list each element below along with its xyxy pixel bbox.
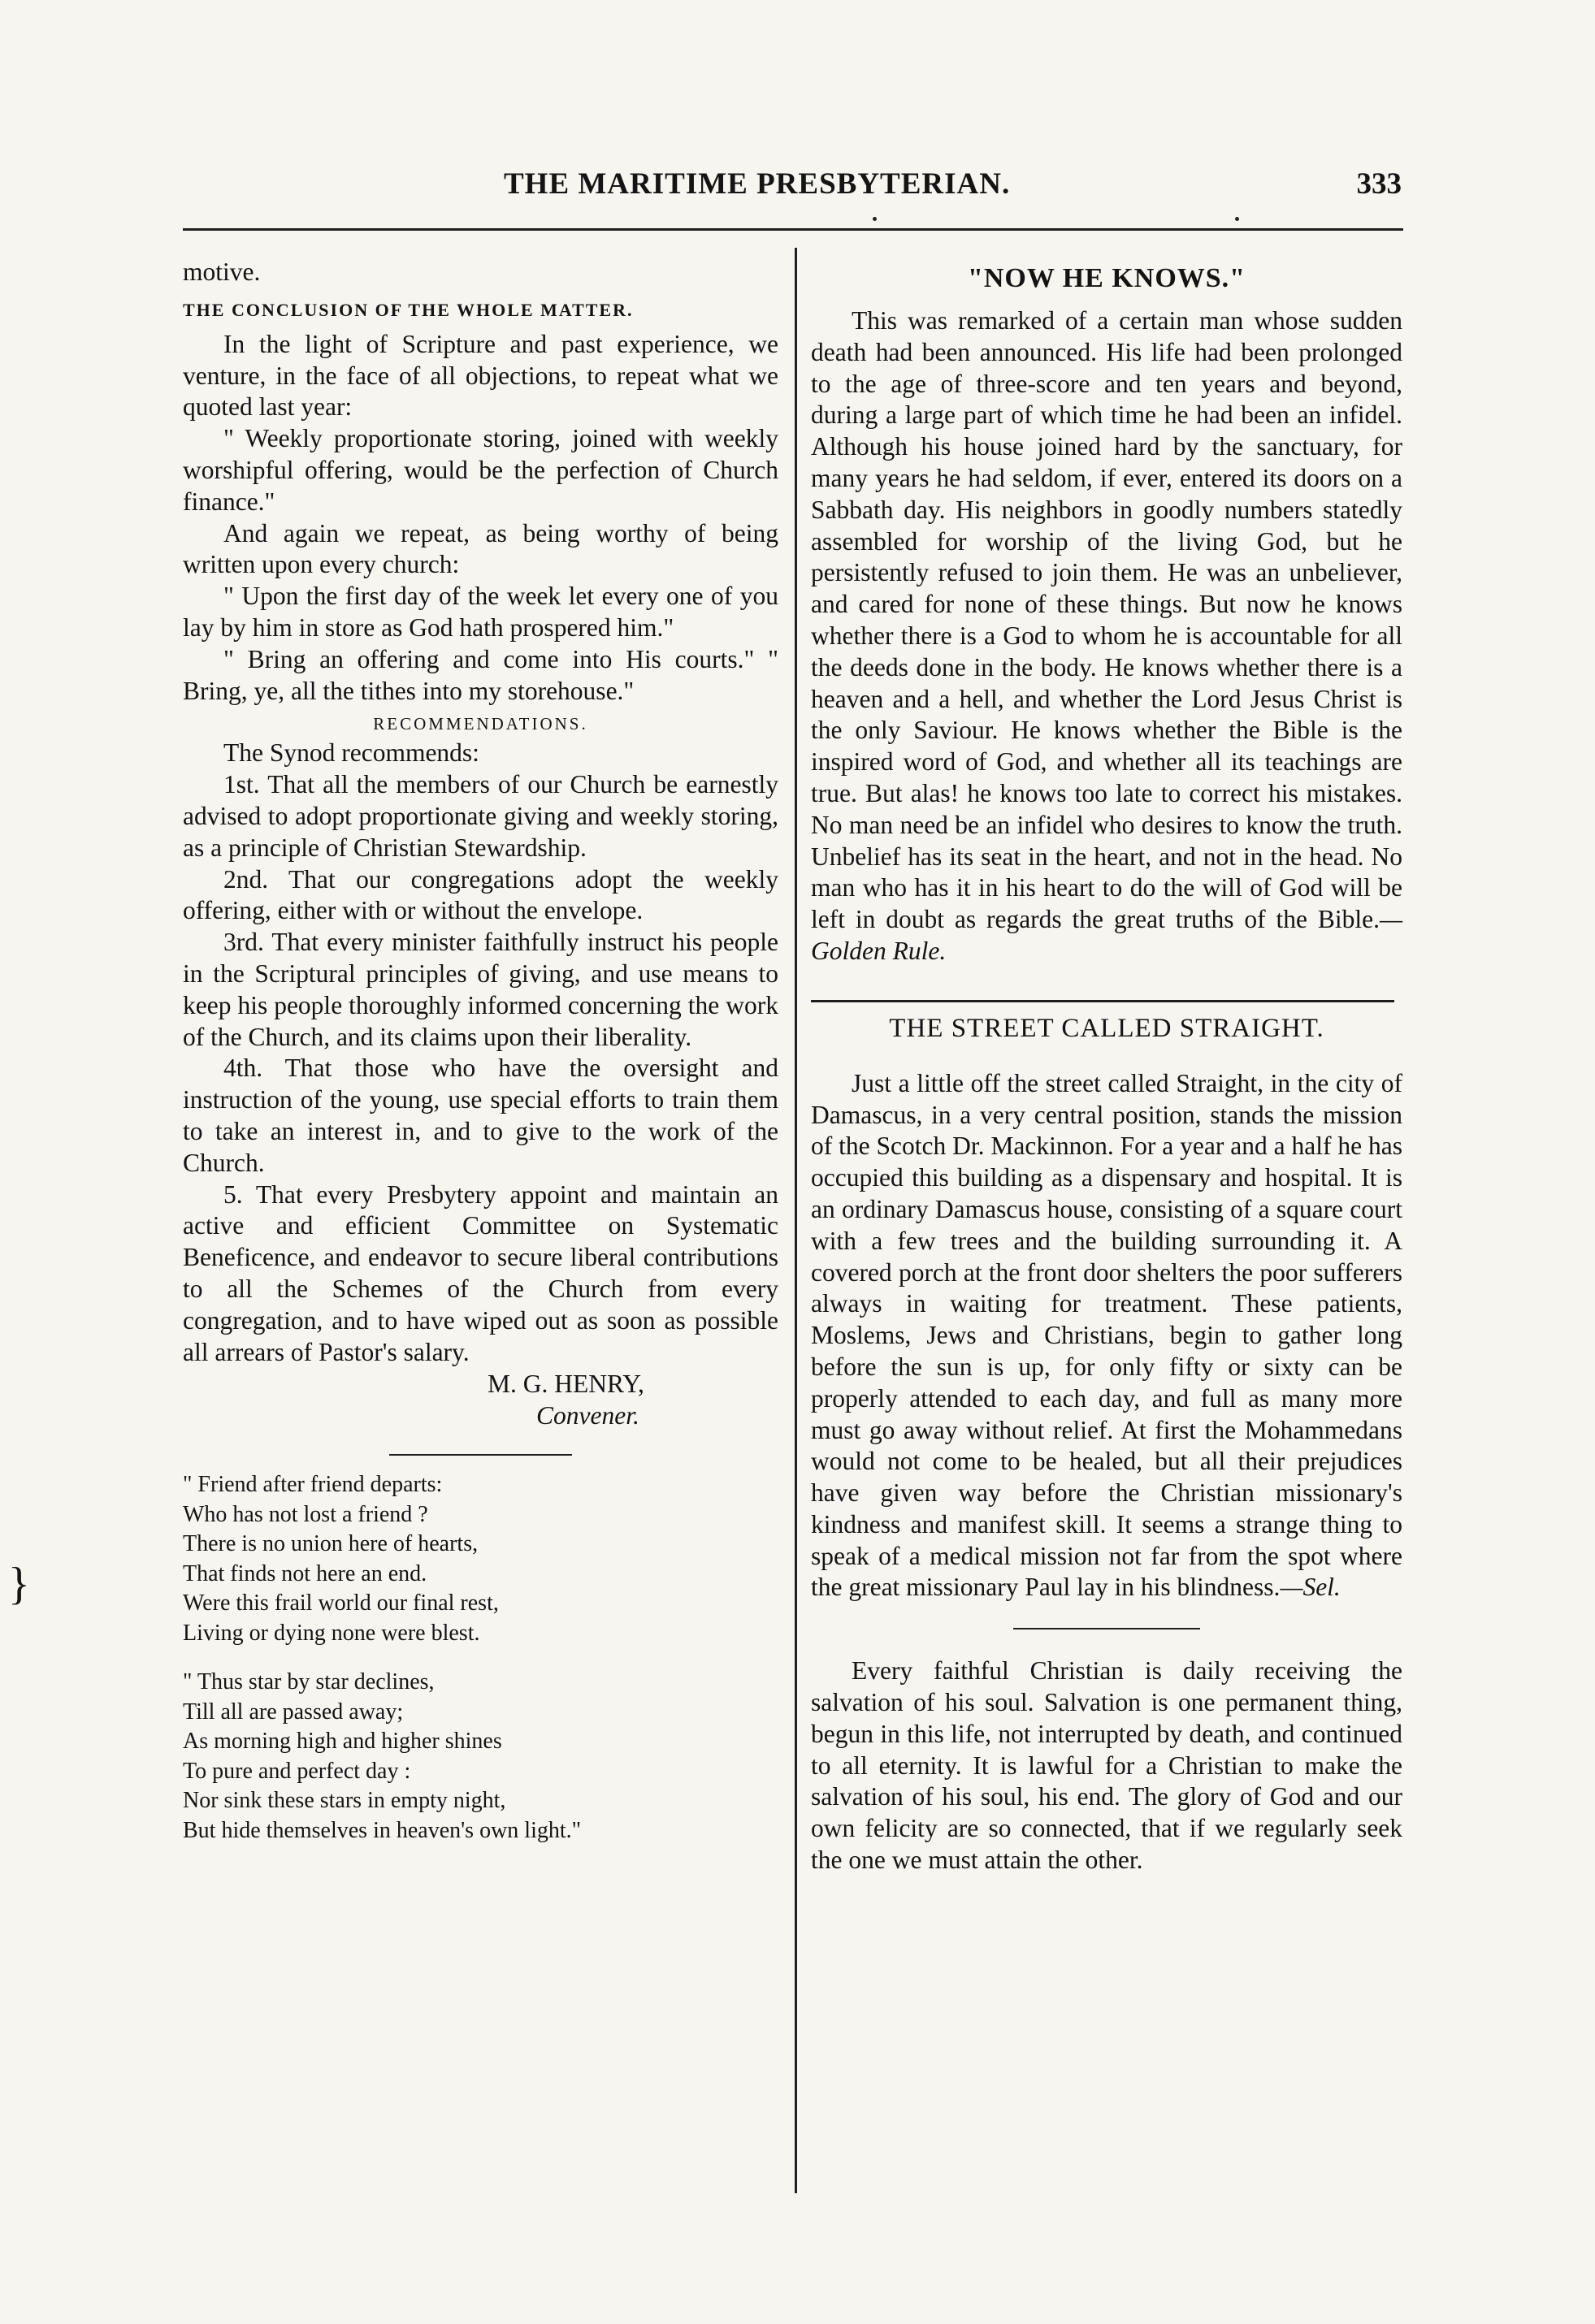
poem-line: Nor sink these stars in empty night, [183, 1788, 506, 1814]
article-source: —Sel. [1280, 1573, 1341, 1602]
header-rule [183, 228, 1403, 231]
recommendation-item: 3rd. That every minister faithfully instruct his people in the Scriptural principles of giving, and use means to keep his people thoroughly informed concerning the work of the Church, and its claims upon their liberality. [183, 928, 778, 1051]
column-rule [795, 248, 797, 2193]
quotation: " Bring an offering and come into His courts." " Bring, ye, all the tithes into my storehouse." [183, 644, 778, 705]
section-heading: THE CONCLUSION OF THE WHOLE MATTER. [183, 299, 634, 320]
page-header [183, 167, 1402, 215]
poem-line: As morning high and higher shines [183, 1729, 502, 1755]
paragraph: And again we repeat, as being worthy of being written upon every church: [183, 518, 778, 579]
recommendation-item: 5. That every Presbytery appoint and maintain an active and efficient Committee on Systematic Beneficence, and endeavor to secure liberal contributions to all the Schemes of the Church from every congregation, and to have wiped out as soon as possible all arrears of Pastor's salary. [183, 1179, 778, 1366]
running-title: THE MARITIME PRESBYTERIAN. [504, 167, 1011, 201]
left-column [183, 257, 778, 1846]
signature: M. G. HENRY, [488, 1370, 644, 1399]
poem-line: But hide themselves in heaven's own light." [183, 1817, 582, 1843]
section-divider [389, 1454, 572, 1456]
article-text: This was remarked of a certain man whose sudden death had been announced. His life had been prolonged to the age of three-score and ten years and beyond, during a large part of which time he had been an infidel. Although his house joined hard by the sanctuary, for many years he had seldom, if ever, entered its doors on a Sabbath day. His neighbors in goodly numbers statedly assembled for worship of the living God, but he persistently refused to join them. He was an unbeliever, and cared for none of these things. But now he knows whether there is a God to whom he is accountable for all the deeds done in the body. He knows whether there is a heaven and a hell, and whether the Lord Jesus Christ is the only Saviour. He knows whether the Bible is the inspired word of God, and whether all its teachings are true. But alas! he knows too late to correct his mistakes. No man need be an infidel who desires to know the truth. Unbelief has its seat in the heart, and not in the head. No man who has it in his heart to do the will of God will be left in doubt as regards the great truths of the Bible. [811, 306, 1402, 934]
article-headline: "NOW HE KNOWS." [967, 263, 1246, 293]
paragraph: In the light of Scripture and past experience, we venture, in the face of all objections, to repeat what we quoted last year: [183, 329, 778, 422]
article-divider [811, 1000, 1394, 1002]
poem-line: Till all are passed away; [183, 1699, 404, 1725]
poem-line: There is no union here of hearts, [183, 1531, 479, 1557]
article-divider [1013, 1628, 1200, 1629]
quotation: " Upon the first day of the week let every one of you lay by him in store as God hath prospered him." [183, 582, 778, 642]
poem-line: That finds not here an end. [183, 1560, 427, 1586]
recommendations-heading: RECOMMENDATIONS. [373, 714, 588, 734]
signature-role: Convener. [536, 1401, 639, 1430]
page-number: 333 [1356, 167, 1402, 201]
article-body [811, 305, 1402, 967]
poem [183, 1470, 778, 1846]
article-body: Every faithful Christian is daily receiving the salvation of his soul. Salvation is one permanent thing, begun in this life, not interrupted by death, and continued to all eternity. It is lawful for a Christian to make the salvation of his soul, his end. The glory of God and our own felicity are so connected, that if we regularly seek the one we must attain the other. [811, 1656, 1402, 1875]
margin-bracket-mark: } [8, 1559, 30, 1609]
recommendation-item: 1st. That all the members of our Church be earnestly advised to adopt proportionate giving and weekly storing, as a principle of Christian Stewardship. [183, 770, 778, 862]
poem-line: Who has not lost a friend ? [183, 1501, 428, 1527]
article-body [811, 1068, 1402, 1604]
article-headline: THE STREET CALLED STRAIGHT. [889, 1013, 1324, 1043]
poem-line: " Friend after friend departs: [183, 1472, 443, 1498]
poem-line: To pure and perfect day : [183, 1758, 411, 1784]
print-dot [1235, 217, 1239, 221]
poem-line: Living or dying none were blest. [183, 1620, 480, 1646]
article-source: —Golden Rule. [811, 905, 1402, 965]
recommendation-item: 4th. That those who have the oversight and instruction of the young, use special efforts to train them to take an interest in, and to give to the work of the Church. [183, 1054, 778, 1177]
print-dot [873, 217, 877, 221]
recommendation-item: 2nd. That our congregations adopt the weekly offering, either with or without the envelope. [183, 864, 778, 925]
stanza-gap [183, 1648, 778, 1668]
poem-line: " Thus star by star declines, [183, 1669, 435, 1695]
paragraph: The Synod recommends: [223, 738, 479, 768]
article-text: Just a little off the street called Straight, in the city of Damascus, in a very central position, stands the mission of the Scotch Dr. Mackinnon. For a year and a half he has occupied this building as a dispensary and hospital. It is an ordinary Damascus house, consisting of a square court with a few trees and the building surrounding it. A covered porch at the front door shelters the poor sufferers always in waiting for treatment. These patients, Moslems, Jews and Christians, begin to gather long before the sun is up, for only fifty or sixty can be properly attended to each day, and full as many more must go away without relief. At first the Mohammedans would not come to be healed, but all their prejudices have given way before the Christian missionary's kindness and manifest skill. It seems a strange thing to speak of a medical mission not far from the spot where the great missionary Paul lay in his blindness. [811, 1068, 1402, 1602]
continued-text: motive. [183, 258, 261, 286]
quotation: " Weekly proportionate storing, joined with weekly worshipful offering, would be the perfection of Church finance." [183, 424, 778, 516]
right-column [811, 257, 1402, 1876]
poem-line: Were this frail world our final rest, [183, 1590, 499, 1616]
